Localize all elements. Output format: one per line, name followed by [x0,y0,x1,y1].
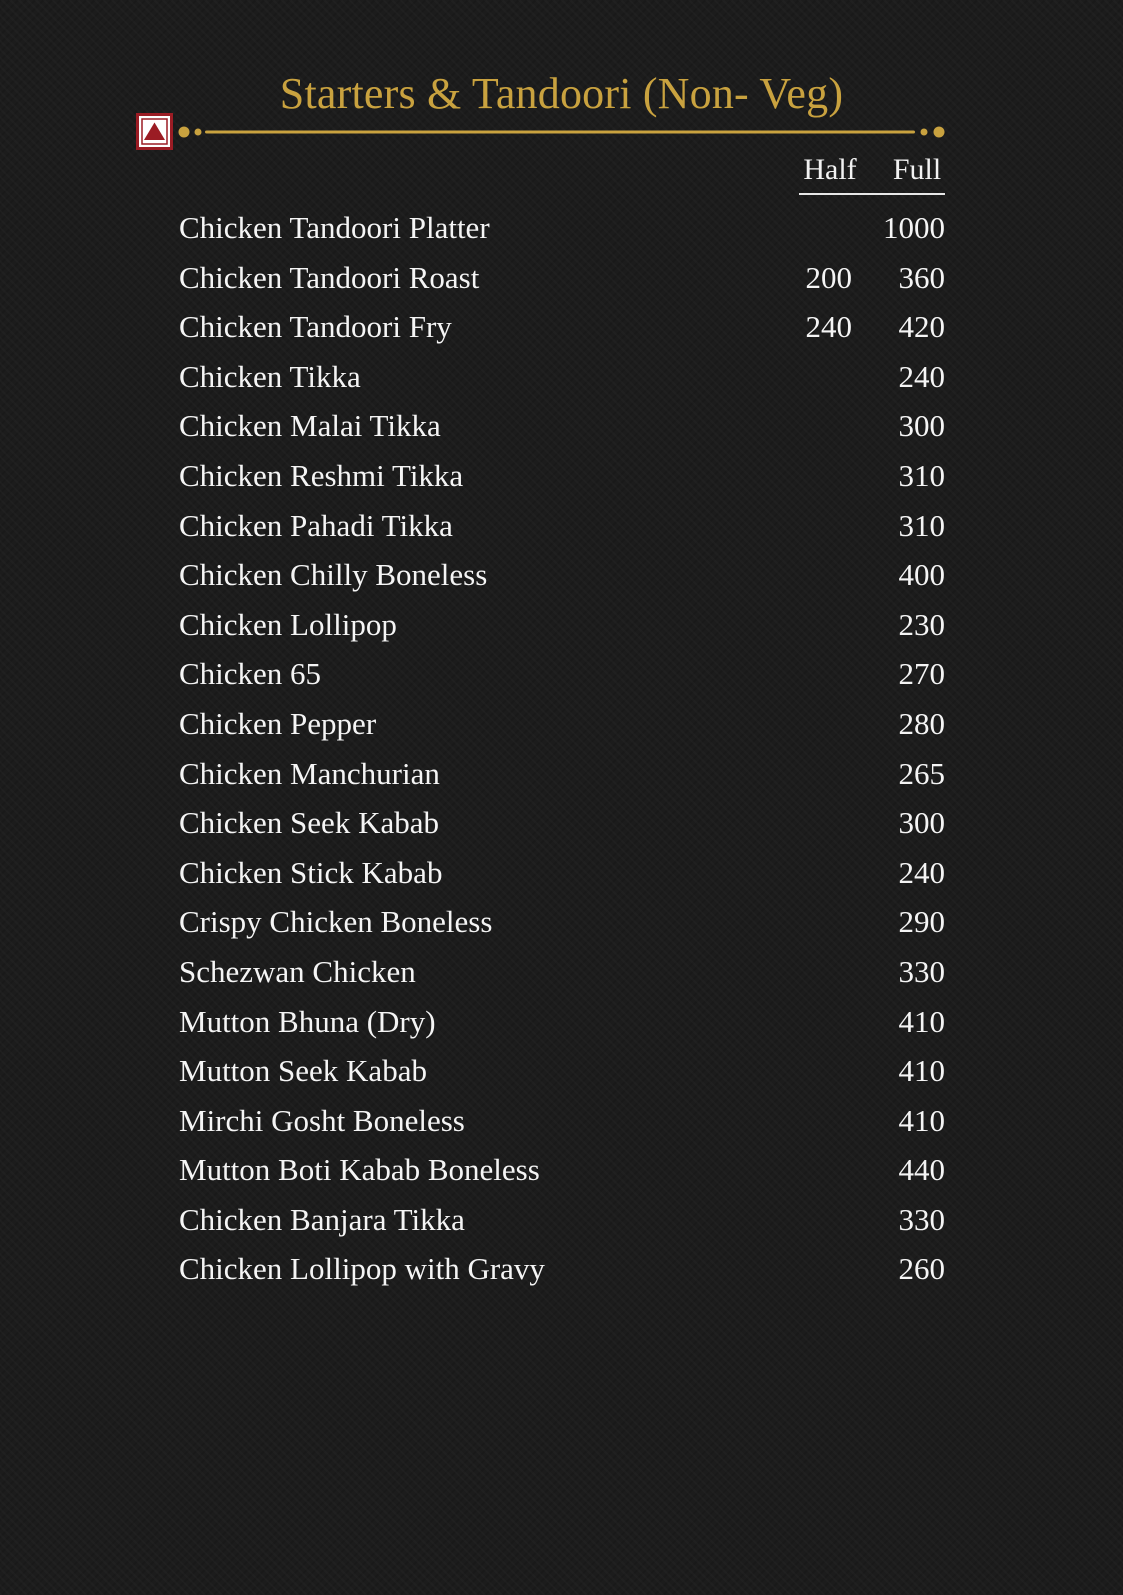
menu-item-price-full: 410 [898,1003,945,1039]
menu-item-name: Chicken Seek Kabab [179,805,439,841]
menu-item-row [0,950,1123,1000]
menu-item-price-full: 280 [898,705,945,741]
menu-item-name: Chicken Manchurian [179,755,440,791]
menu-item-row [0,1148,1123,1198]
column-header-full: Full [892,153,942,186]
menu-item-name: Chicken Lollipop with Gravy [179,1251,545,1287]
menu-item-price-full: 230 [898,606,945,642]
menu-item-row [0,752,1123,802]
menu-item-price-full: 240 [898,358,945,394]
menu-item-name: Chicken Chilly Boneless [179,557,488,593]
menu-item-name: Chicken Tandoori Fry [179,309,452,345]
menu-item-row [0,1049,1123,1099]
menu-item-row [0,603,1123,653]
menu-item-row [0,851,1123,901]
menu-item-price-full: 410 [898,1102,945,1138]
menu-item-name: Chicken Tandoori Roast [179,259,480,295]
menu-item-row [0,1000,1123,1050]
menu-item-name: Chicken Malai Tikka [179,408,441,444]
menu-item-name: Chicken Pepper [179,705,377,741]
menu-item-price-half: 200 [805,259,852,295]
menu-item-name: Chicken Reshmi Tikka [179,457,464,493]
menu-item-price-full: 310 [898,507,945,543]
menu-item-name: Chicken Pahadi Tikka [179,507,453,543]
menu-item-row [0,256,1123,306]
menu-item-row [0,1247,1123,1297]
menu-item-name: Mutton Seek Kabab [179,1053,427,1089]
menu-item-name: Mutton Boti Kabab Boneless [179,1152,540,1188]
menu-item-price-full: 310 [898,457,945,493]
column-header-half: Half [803,153,857,186]
menu-item-price-full: 400 [898,557,945,593]
menu-item-price-full: 440 [898,1152,945,1188]
menu-item-name: Chicken Banjara Tikka [179,1201,465,1237]
menu-item-name: Chicken Tikka [179,358,361,394]
menu-item-price-full: 360 [898,259,945,295]
menu-item-name: Chicken Stick Kabab [179,854,443,890]
menu-item-name: Schezwan Chicken [179,953,416,989]
menu-item-price-full: 1000 [883,210,945,245]
menu-item-row [0,454,1123,504]
menu-item-price-full: 300 [898,408,945,444]
non-veg-triangle-icon [136,113,173,150]
menu-item-row [0,553,1123,603]
menu-item-price-full: 330 [898,953,945,989]
menu-item-row [0,702,1123,752]
menu-item-row [0,1198,1123,1248]
menu-item-price-full: 420 [898,309,945,345]
column-header-underline [799,193,945,195]
section-title: Starters & Tandoori (Non- Veg) [279,69,844,118]
menu-item-name: Chicken Tandoori Platter [179,210,490,245]
menu-item-row [0,355,1123,405]
menu-item-price-full: 330 [898,1201,945,1237]
menu-item-price-full: 270 [898,656,945,692]
menu-item-price-half: 240 [805,309,852,345]
menu-item-row [0,305,1123,355]
menu-item-price-full: 265 [898,755,945,791]
menu-item-name: Mirchi Gosht Boneless [179,1102,465,1138]
menu-item-name: Mutton Bhuna (Dry) [179,1003,436,1039]
menu-item-price-full: 260 [898,1251,945,1287]
menu-item-list [0,206,1123,1297]
menu-item-row [0,900,1123,950]
menu-item-price-full: 240 [898,854,945,890]
menu-item-row [0,801,1123,851]
menu-item-row [0,404,1123,454]
menu-item-row [0,652,1123,702]
menu-item-price-full: 300 [898,805,945,841]
menu-item-name: Chicken Lollipop [179,606,397,642]
menu-item-price-full: 290 [898,904,945,940]
menu-item-row [0,206,1123,256]
menu-item-name: Chicken 65 [179,656,322,692]
menu-item-row [0,504,1123,554]
menu-item-row [0,1099,1123,1149]
menu-item-name: Crispy Chicken Boneless [179,904,493,940]
menu-item-price-full: 410 [898,1053,945,1089]
